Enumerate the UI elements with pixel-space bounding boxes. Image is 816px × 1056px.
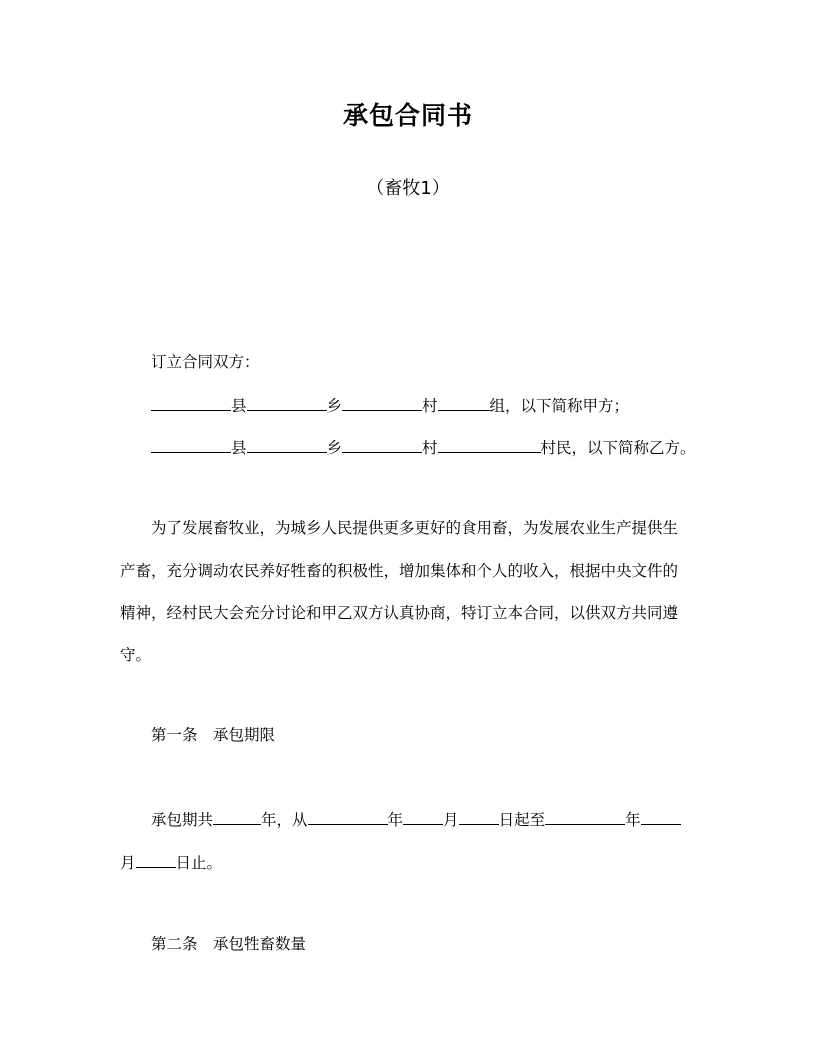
blank-villager-b[interactable]	[438, 437, 541, 453]
preamble-line-3: 精神，经村民大会充分讨论和甲乙双方认真协商，特订立本合同，以供双方共同遵	[120, 604, 679, 622]
blank-township-b[interactable]	[247, 437, 327, 453]
blank-county-b[interactable]	[151, 437, 231, 453]
blank-village-a[interactable]	[342, 395, 422, 411]
blank-group-a[interactable]	[438, 395, 490, 411]
blank-start-year[interactable]	[308, 809, 388, 825]
blank-term-years[interactable]	[213, 809, 261, 825]
preamble-line-1: 为了发展畜牧业，为城乡人民提供更多更好的食用畜，为发展农业生产提供生	[151, 519, 679, 537]
preamble-line-4: 守。	[120, 646, 152, 664]
preamble-line-2: 产畜，充分调动农民养好牲畜的积极性，增加集体和个人的收入，根据中央文件的	[120, 562, 679, 580]
blank-county-a[interactable]	[151, 395, 231, 411]
article-1-line-2: 月 日止。	[120, 854, 223, 872]
document-title: 承包合同书	[342, 101, 473, 130]
document-subtitle: （畜牧1）	[366, 178, 450, 199]
article-1-heading: 第一条 承包期限	[151, 726, 276, 744]
party-b-line: 县 乡 村 村民，以下简称乙方。	[151, 437, 696, 458]
blank-end-month[interactable]	[641, 809, 681, 825]
blank-end-day[interactable]	[136, 852, 176, 868]
article-1-line-1: 承包期共 年，从 年 月 日起至 年	[151, 809, 681, 830]
blank-end-year[interactable]	[545, 809, 625, 825]
blank-township-a[interactable]	[247, 395, 327, 411]
blank-start-day[interactable]	[459, 809, 499, 825]
party-a-line: 县 乡 村 组，以下简称甲方；	[151, 395, 629, 416]
blank-start-month[interactable]	[403, 809, 443, 825]
article-2-heading: 第二条 承包牲畜数量	[151, 935, 307, 953]
parties-heading: 订立合同双方：	[151, 353, 260, 371]
blank-village-b[interactable]	[342, 437, 422, 453]
